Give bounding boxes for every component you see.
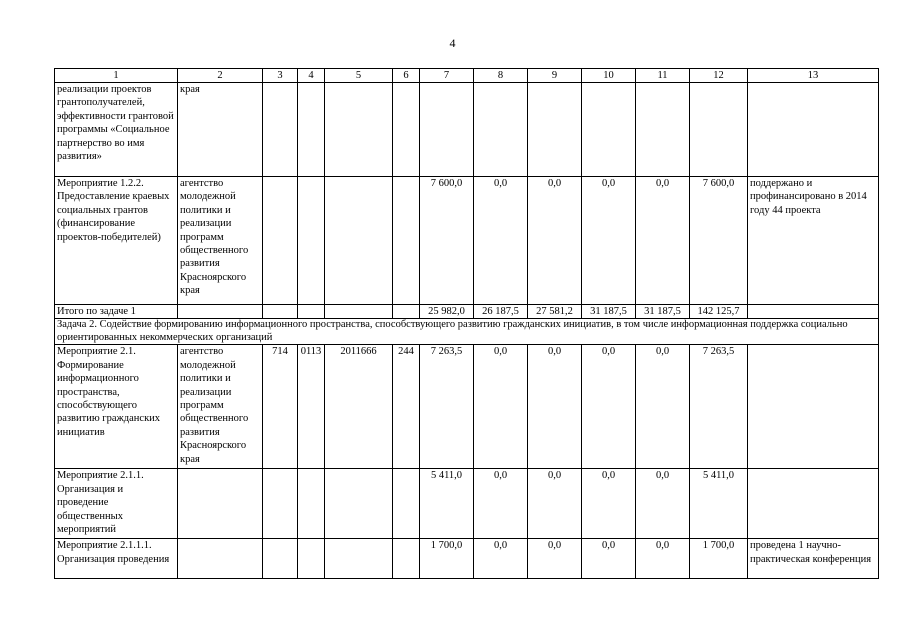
- value-cell: 7 263,5: [420, 345, 474, 469]
- grbs-cell: 714: [263, 345, 298, 469]
- value-cell: 0,0: [474, 345, 528, 469]
- value-cell: [636, 83, 690, 177]
- page-number: 4: [449, 36, 456, 50]
- measure-cell: Мероприятие 2.1.1. Организация и проведение общественных мероприятий: [55, 469, 178, 539]
- value-cell: 0,0: [636, 539, 690, 579]
- csr-cell: [325, 469, 393, 539]
- result-cell: поддержано и профинансировано в 2014 году 44 проекта: [748, 177, 879, 305]
- executor-cell: [178, 305, 263, 319]
- grbs-cell: [263, 177, 298, 305]
- csr-cell: [325, 83, 393, 177]
- value-cell: 26 187,5: [474, 305, 528, 319]
- value-cell: 0,0: [582, 345, 636, 469]
- executor-cell: агентство молодежной политики и реализации программ общественного развития Красноярского края: [178, 177, 263, 305]
- rzpr-cell: [298, 539, 325, 579]
- header-cell: 8: [474, 69, 528, 83]
- vr-cell: 244: [393, 345, 420, 469]
- value-cell: 1 700,0: [420, 539, 474, 579]
- grbs-cell: [263, 539, 298, 579]
- value-cell: 31 187,5: [582, 305, 636, 319]
- vr-cell: [393, 539, 420, 579]
- executor-cell: [178, 469, 263, 539]
- value-cell: 0,0: [636, 469, 690, 539]
- total-cell: 142 125,7: [690, 305, 748, 319]
- header-cell: 11: [636, 69, 690, 83]
- section-row: [55, 319, 879, 345]
- total-cell: 7 600,0: [690, 177, 748, 305]
- header-cell: 10: [582, 69, 636, 83]
- grbs-cell: [263, 83, 298, 177]
- header-cell: 9: [528, 69, 582, 83]
- header-cell: 6: [393, 69, 420, 83]
- measure-cell: Мероприятие 2.1. Формирование информационного пространства, способствующего развитию гражданских инициатив: [55, 345, 178, 469]
- total-cell: 5 411,0: [690, 469, 748, 539]
- value-cell: 0,0: [636, 177, 690, 305]
- grbs-cell: [263, 469, 298, 539]
- result-cell: [748, 469, 879, 539]
- value-cell: 0,0: [636, 345, 690, 469]
- header-cell: 4: [298, 69, 325, 83]
- value-cell: 0,0: [582, 539, 636, 579]
- vr-cell: [393, 305, 420, 319]
- header-cell: 12: [690, 69, 748, 83]
- rzpr-cell: [298, 469, 325, 539]
- vr-cell: [393, 83, 420, 177]
- header-cell: 5: [325, 69, 393, 83]
- table-row: [55, 177, 879, 305]
- value-cell: [474, 83, 528, 177]
- grbs-cell: [263, 305, 298, 319]
- budget-table: [54, 68, 879, 579]
- result-cell: [748, 345, 879, 469]
- value-cell: 0,0: [528, 469, 582, 539]
- table-body: [55, 83, 879, 579]
- result-cell: проведена 1 научно-практическая конференция: [748, 539, 879, 579]
- measure-cell: Итого по задаче 1: [55, 305, 178, 319]
- csr-cell: [325, 539, 393, 579]
- csr-cell: [325, 177, 393, 305]
- header-cell: 13: [748, 69, 879, 83]
- value-cell: [420, 83, 474, 177]
- total-cell: 1 700,0: [690, 539, 748, 579]
- header-cell: 2: [178, 69, 263, 83]
- value-cell: [528, 83, 582, 177]
- value-cell: 31 187,5: [636, 305, 690, 319]
- measure-cell: Мероприятие 1.2.2. Предоставление краевых социальных грантов (финансирование проектов-победителей): [55, 177, 178, 305]
- vr-cell: [393, 469, 420, 539]
- table-row: [55, 469, 879, 539]
- rzpr-cell: [298, 83, 325, 177]
- value-cell: 0,0: [528, 177, 582, 305]
- executor-cell: [178, 539, 263, 579]
- vr-cell: [393, 177, 420, 305]
- header-cell: 7: [420, 69, 474, 83]
- executor-cell: края: [178, 83, 263, 177]
- table-row: [55, 539, 879, 579]
- value-cell: 0,0: [474, 177, 528, 305]
- value-cell: 0,0: [582, 469, 636, 539]
- result-cell: [748, 305, 879, 319]
- value-cell: 0,0: [582, 177, 636, 305]
- csr-cell: 2011666: [325, 345, 393, 469]
- table-row: [55, 305, 879, 319]
- csr-cell: [325, 305, 393, 319]
- table-row: [55, 83, 879, 177]
- measure-cell: Мероприятие 2.1.1.1. Организация проведения: [55, 539, 178, 579]
- value-cell: 0,0: [528, 345, 582, 469]
- rzpr-cell: [298, 177, 325, 305]
- total-cell: 7 263,5: [690, 345, 748, 469]
- measure-cell: реализации проектов грантополучателей, эффективности грантовой программы «Социальное партнерство во имя развития»: [55, 83, 178, 177]
- header-row: [55, 69, 879, 83]
- value-cell: 0,0: [474, 539, 528, 579]
- header-cell: 1: [55, 69, 178, 83]
- value-cell: 7 600,0: [420, 177, 474, 305]
- table-row: [55, 345, 879, 469]
- total-cell: [690, 83, 748, 177]
- rzpr-cell: 0113: [298, 345, 325, 469]
- task-heading: Задача 2. Содействие формированию информационного пространства, способствующего развитию гражданских инициатив, в том числе информационная поддержка социально ориентированных некоммерческих организаций: [55, 319, 879, 345]
- value-cell: 5 411,0: [420, 469, 474, 539]
- executor-cell: агентство молодежной политики и реализации программ общественного развития Красноярского края: [178, 345, 263, 469]
- value-cell: [582, 83, 636, 177]
- value-cell: 0,0: [528, 539, 582, 579]
- result-cell: [748, 83, 879, 177]
- table-header: [55, 69, 879, 83]
- value-cell: 0,0: [474, 469, 528, 539]
- header-cell: 3: [263, 69, 298, 83]
- value-cell: 27 581,2: [528, 305, 582, 319]
- value-cell: 25 982,0: [420, 305, 474, 319]
- rzpr-cell: [298, 305, 325, 319]
